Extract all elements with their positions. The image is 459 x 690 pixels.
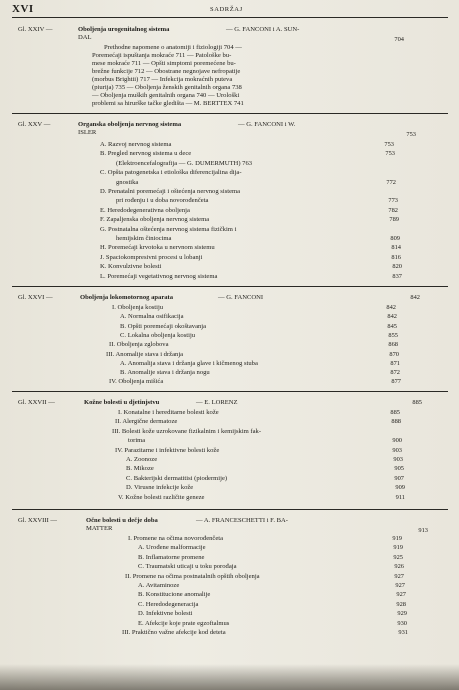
toc-entry-page: 911	[395, 493, 405, 501]
page-edge-shadow	[0, 664, 459, 690]
chapter-divider	[12, 113, 448, 114]
toc-entry-page: 931	[398, 629, 408, 636]
toc-entry: H. Poremećaji krvotoka u nervnom sistemu	[100, 244, 215, 252]
chapter-authors: — G. FANCONI i W.	[238, 121, 296, 128]
chapter-page: 885	[412, 399, 422, 406]
chapter-divider	[12, 391, 448, 392]
toc-entry-page: 927	[394, 572, 404, 580]
toc-entry-page: 842	[386, 304, 396, 311]
toc-entry: II. Promene na očima postnatalnih opštih oboljenja	[125, 572, 260, 580]
toc-entry-page: 816	[391, 253, 401, 261]
toc-entry: L. Poremećaji vegetativnog nervnog sistema	[100, 272, 218, 280]
toc-entry-page: 868	[388, 341, 398, 349]
toc-entry: B. Pregled nervnog sistema u dece	[100, 150, 192, 158]
toc-entry: F. Zapaljenska oboljenja nervnog sistema	[100, 216, 210, 224]
toc-entry-page: 753	[385, 150, 395, 158]
chapter-title: Organska oboljenja nervnog sistema	[78, 121, 182, 128]
chapter-body-line: (piurija) 735 — Oboljenja ženskih genitalnih organa 738	[92, 84, 242, 91]
chapter-divider	[12, 286, 448, 287]
toc-entry-page: 789	[389, 216, 399, 224]
toc-entry-page: 903	[392, 446, 402, 454]
toc-entry: hemijskim činiocima	[116, 235, 172, 242]
chapter-body-line: brežne funkcije 712 — Obostrane negnojave nefropatije	[92, 68, 241, 75]
chapter-authors: — G. FANCONI i A. SUN-	[226, 26, 300, 33]
toc-entry-page: 888	[391, 418, 401, 426]
toc-entry-page: 855	[388, 331, 398, 339]
toc-entry: B. Opšti poremećaji okoštavanja	[120, 322, 207, 330]
toc-entry: IV. Parazitarne i infektivne bolesti kože	[115, 446, 220, 454]
toc-entry: gnostika	[116, 178, 139, 186]
toc-entry-page: 877	[391, 378, 401, 386]
toc-entry: B. Inflamatorne promene	[138, 553, 205, 561]
chapter-title: Očne bolesti u dečje doba	[86, 517, 158, 524]
toc-entry-page: 772	[386, 178, 396, 186]
toc-entry-page: 919	[392, 535, 402, 542]
chapter-title: Oboljenja urogenitalnog sistema	[78, 26, 170, 33]
chapter-authors: — A. FRANCESCHETTI i F. BA-	[196, 517, 288, 524]
chapter-body-line: (morbus Brightii) 717 — Infekcija mokraćnih puteva	[92, 76, 233, 83]
toc-entry-page: 820	[392, 263, 402, 271]
toc-entry: B. Mikoze	[126, 465, 154, 473]
toc-entry: K. Konvulzivne bolesti	[100, 263, 162, 271]
toc-entry: A. Anomalija stava i držanja glave i kičmenog stuba	[120, 359, 258, 367]
running-title: SADRŽAJ	[210, 6, 243, 13]
toc-entry-page: 885	[390, 409, 400, 416]
toc-entry-page: 845	[387, 322, 397, 330]
chapter-label: Gl. XXIV —	[18, 26, 53, 33]
toc-entry: C. Opšta patogenetska i etiološka diferencijalina dija-	[100, 169, 242, 177]
toc-entry: D. Virusne infekcije kože	[126, 484, 194, 492]
chapter-title: Oboljenja lokomotornog aparata	[80, 294, 174, 301]
chapter-page: 842	[410, 294, 420, 301]
toc-entry: A. Urođene malformacije	[138, 544, 206, 552]
chapter-authors: — G. FANCONI	[218, 294, 264, 301]
toc-entry-page: 903	[393, 456, 403, 463]
chapter-page: 913	[418, 527, 428, 534]
toc-entry-page: 905	[394, 465, 404, 473]
toc-entry: II. Oboljenja zglobova	[109, 341, 169, 349]
toc-entry: D. Infektivne bolesti	[138, 610, 193, 618]
chapter-body-line: mese mokraće 711 — Opšti simptomi poremećene bu-	[92, 60, 236, 67]
chapter-authors-cont: ISLER	[78, 129, 97, 136]
toc-entry-page: 809	[390, 235, 400, 242]
toc-entry: II. Alergične dermatoze	[115, 418, 178, 426]
toc-entry: B. Anomalije stava i držanja nogu	[120, 369, 210, 377]
chapter-body-line: Prethodne napomene o anatomiji i fiziologiji 704 —	[104, 44, 242, 51]
toc-entry-page: 871	[390, 359, 400, 367]
chapter-label: Gl. XXVI —	[18, 294, 53, 301]
chapter-authors-cont: DAL	[78, 34, 92, 41]
toc-entry: G. Postnatalna oštećenja nervnog sistema fizičkim i	[100, 225, 237, 233]
toc-entry: torima	[128, 437, 146, 445]
chapter-page: 704	[394, 36, 404, 43]
toc-entry-page: 837	[392, 272, 402, 280]
toc-entry-page: 872	[390, 369, 400, 377]
toc-entry: A. Razvoj nervnog sistema	[100, 141, 172, 148]
chapter-body-line: problemi sa hirurške tačke gledišta — M. BERTTEX 741	[92, 100, 244, 107]
toc-entry: A. Zoonoze	[126, 456, 158, 463]
chapter-body-line: Poremećaji ispuštanja mokraće 711 — Patološke bu-	[92, 52, 232, 59]
chapter-label: Gl. XXV —	[18, 121, 51, 128]
chapter-page: 753	[406, 131, 416, 138]
toc-entry-page: 907	[394, 474, 404, 482]
toc-entry: C. Heredodegeneracija	[138, 600, 199, 608]
chapter-authors: — E. LORENZ	[196, 399, 238, 406]
toc-entry: pri rođenju i u doba novorođenčeta	[116, 197, 209, 205]
toc-entry-page: 926	[394, 563, 404, 571]
toc-entry: A. Normalna osifikacija	[120, 313, 184, 321]
toc-entry-page: 900	[392, 437, 402, 445]
toc-entry-page: 925	[393, 553, 403, 561]
toc-entry: E. Heredodegenerativna oboljenja	[100, 206, 190, 214]
toc-entry-page: 909	[395, 484, 405, 492]
toc-entry-page: 814	[391, 244, 401, 252]
toc-entry: C. Traumatski uticaji u toku porođaja	[138, 563, 237, 571]
toc-entry: A. Avitaminoze	[138, 582, 180, 589]
toc-entry: C. Lokalna oboljenja kostiju	[120, 331, 196, 339]
toc-entry: IV. Oboljenja mišića	[109, 378, 164, 386]
toc-entry-page: 929	[397, 610, 407, 618]
toc-entry: III. Bolesti kože uzrokovane fizikalnim i kemijskim fak-	[112, 427, 262, 435]
toc-entry-page: 842	[387, 313, 397, 321]
toc-entry: I. Konatalne i hereditarne bolesti kože	[118, 409, 219, 416]
toc-entry: (Elektroencefalografija — G. DUMERMUTH) 763	[116, 159, 253, 167]
toc-entry: D. Prenatalni poremećaji i oštećenja nervnog sistema	[100, 188, 241, 195]
chapter-divider	[12, 509, 448, 510]
toc-entry-page: 870	[389, 350, 399, 358]
toc-entry: E. Afekcije koje prate egzoftalmus	[138, 619, 230, 627]
toc-entry: I. Oboljenja kostiju	[112, 304, 164, 311]
toc-entry-page: 927	[396, 591, 406, 599]
toc-entry: III. Praktično važne afekcije kod deteta	[122, 629, 226, 636]
toc-entry-page: 919	[393, 544, 403, 552]
toc-entry-page: 927	[395, 582, 405, 589]
toc-entry-page: 782	[388, 206, 398, 214]
chapter-body-line: — Oboljenja muških genitalnih organa 740 — Urološki	[92, 92, 240, 99]
toc-entry: V. Kožne bolesti različite geneze	[118, 493, 205, 501]
toc-entry: I. Promene na očima novorođenčeta	[128, 535, 224, 542]
header-rule	[12, 17, 448, 18]
chapter-label: Gl. XXVIII —	[18, 517, 58, 524]
chapter-title: Kožne bolesti u djetinjstvu	[84, 399, 160, 406]
toc-entry: B. Konstitucione anomalije	[138, 591, 211, 599]
chapter-authors-cont: MATTER	[86, 525, 113, 532]
toc-entry: J. Spaciokompresivni procesi u lobanji	[100, 253, 203, 261]
toc-entry-page: 753	[384, 141, 394, 148]
toc-entry: III. Anomalije stava i držanja	[106, 350, 184, 358]
toc-entry-page: 930	[397, 619, 407, 627]
page-folio: XVI	[12, 3, 34, 15]
toc-entry-page: 928	[396, 600, 406, 608]
toc-entry-page: 773	[388, 197, 398, 205]
toc-entry: C. Bakterijski dermatitisi (piodermije)	[126, 474, 228, 482]
chapter-label: Gl. XXVII —	[18, 399, 55, 406]
